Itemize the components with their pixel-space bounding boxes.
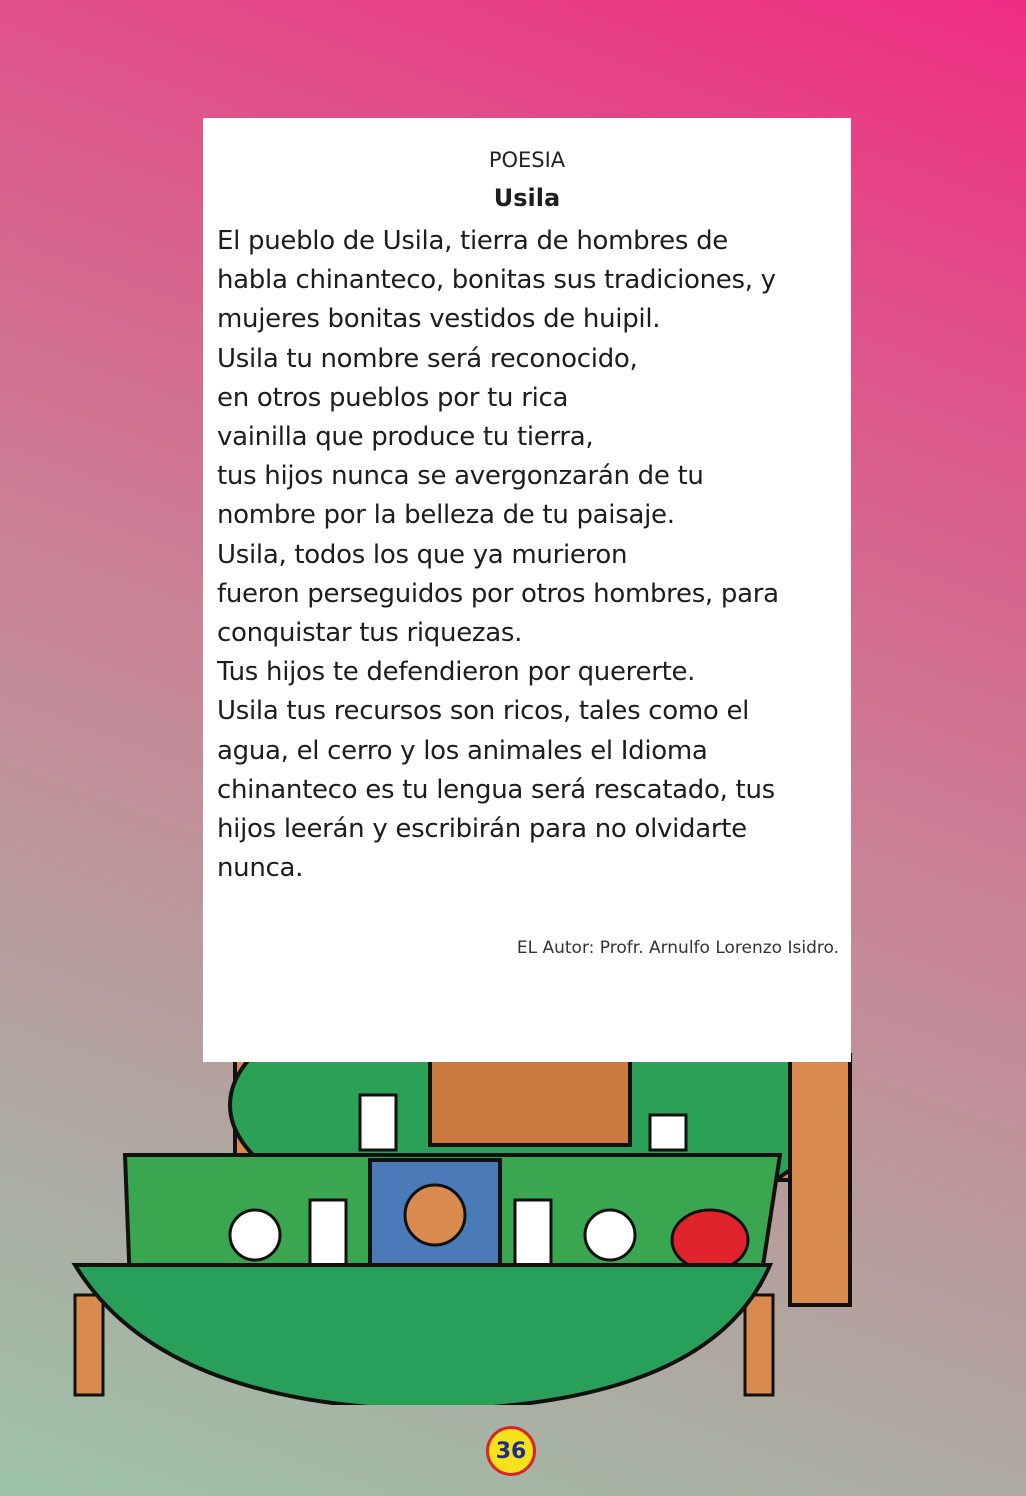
- poem-line: Usila tu nombre será reconocido,: [217, 343, 638, 374]
- poem-line: tus hijos nunca se avergonzarán de tu: [217, 461, 704, 492]
- poem-line: conquistar tus riquezas.: [217, 618, 523, 649]
- poem-line: Tus hijos te defendieron por quererte.: [217, 657, 696, 688]
- poem-line: habla chinanteco, bonitas sus tradiciones, y: [217, 265, 776, 296]
- section-label: POESIA: [488, 148, 566, 172]
- poem-line: hijos leerán y escribirán para no olvidarte: [217, 814, 747, 845]
- poem-line: en otros pueblos por tu rica: [217, 382, 569, 413]
- poem-line: agua, el cerro y los animales el Idioma: [217, 735, 708, 766]
- page-number: 36: [486, 1426, 536, 1476]
- poem-line: mujeres bonitas vestidos de huipil.: [217, 304, 661, 335]
- poem-title: Usila: [493, 184, 561, 212]
- poem-line: Usila, todos los que ya murieron: [217, 539, 628, 570]
- poem-line: fueron perseguidos por otros hombres, para: [217, 578, 779, 609]
- poem-line: Usila tus recursos son ricos, tales como el: [217, 696, 750, 727]
- poem-line: vainilla que produce tu tierra,: [217, 422, 594, 453]
- poem-body: [217, 222, 847, 888]
- poem-line: nombre por la belleza de tu paisaje.: [217, 500, 675, 531]
- author-credit: EL Autor: Profr. Arnulfo Lorenzo Isidro.: [516, 938, 839, 958]
- poem-line: El pueblo de Usila, tierra de hombres de: [217, 226, 728, 256]
- altar-illustration: [70, 1025, 860, 1405]
- poem-line: chinanteco es tu lengua será rescatado, tus: [217, 774, 775, 805]
- poem-line: nunca.: [217, 853, 304, 884]
